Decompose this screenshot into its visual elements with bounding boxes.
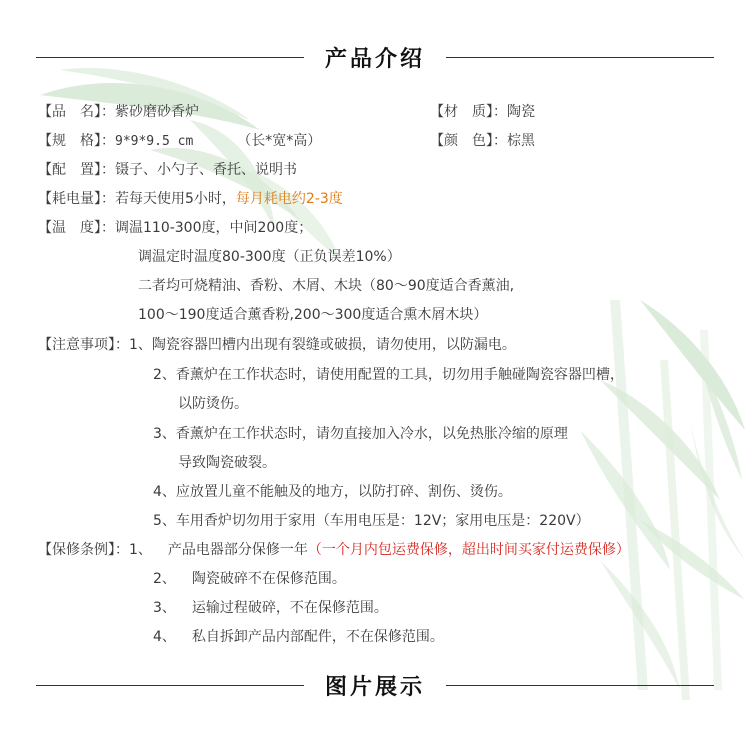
spec-color-row <box>430 131 535 151</box>
spec-power-label: 【耗电量】： <box>38 191 115 207</box>
spec-temp-label: 【温 度】： <box>38 220 115 236</box>
warranty-row-4 <box>153 627 444 647</box>
warranty-num-1: 1、 <box>129 542 152 558</box>
spec-power-row <box>38 189 343 209</box>
spec-config-row <box>38 160 297 180</box>
divider-right <box>446 57 714 58</box>
warranty-num-4: 4、 <box>153 629 176 645</box>
spec-power-value: 若每天使用5小时， <box>115 191 236 207</box>
notes-line-4: 3、香薰炉在工作状态时，请勿直接加入冷水，以免热胀冷缩的原理 <box>153 426 568 442</box>
spec-color-label: 【颜 色】： <box>430 133 507 149</box>
spec-temp-line-2: 调温定时温度80-300度（正负误差10%） <box>138 249 401 265</box>
spec-size-label: 【规 格】： <box>38 133 115 149</box>
spec-name-label: 【品 名】： <box>38 104 115 120</box>
spec-temp-row <box>38 218 312 238</box>
warranty-highlight-1: （一个月内包运费保修，超出时间买家付运费保修） <box>307 542 630 558</box>
warranty-row-1 <box>38 540 630 560</box>
warranty-row-3 <box>153 598 388 618</box>
spec-size-row <box>38 131 321 152</box>
spec-size-note: （长*宽*高） <box>237 133 322 149</box>
spec-config-label: 【配 置】： <box>38 162 115 178</box>
spec-color-value: 棕黑 <box>507 133 535 149</box>
section-header <box>0 42 750 72</box>
warranty-label: 【保修条例】： <box>38 542 129 558</box>
divider-left <box>36 685 304 686</box>
notes-line-3: 以防烫伤。 <box>178 396 248 412</box>
warranty-text-4: 私自拆卸产品内部配件，不在保修范围。 <box>191 629 444 645</box>
warranty-text-1: 产品电器部分保修一年 <box>167 542 308 558</box>
warranty-text-3: 运输过程破碎，不在保修范围。 <box>191 600 388 616</box>
notes-line-5: 导致陶瓷破裂。 <box>178 455 276 471</box>
notes-line-2: 2、香薰炉在工作状态时，请使用配置的工具，切勿用手触碰陶瓷容器凹槽， <box>153 367 624 383</box>
notes-line-7: 5、车用香炉切勿用于家用（车用电压是：12V；家用电压是：220V） <box>153 513 590 529</box>
warranty-row-2 <box>153 569 346 589</box>
spec-power-highlight: 每月耗电约2-3度 <box>235 191 343 207</box>
section-footer <box>0 670 750 700</box>
section-title-gallery: 图片展示 <box>324 674 425 700</box>
warranty-text-2: 陶瓷破碎不在保修范围。 <box>191 571 346 587</box>
spec-material-row <box>430 102 535 122</box>
spec-name-value: 紫砂磨砂香炉 <box>115 104 199 120</box>
spec-size-value: 9*9*9.5 cm <box>115 134 194 149</box>
notes-line-1: 1、陶瓷容器凹槽内出现有裂缝或破损，请勿使用，以防漏电。 <box>129 337 516 353</box>
spec-material-value: 陶瓷 <box>507 104 535 120</box>
warranty-num-3: 3、 <box>153 600 176 616</box>
divider-right <box>446 685 714 686</box>
divider-left <box>36 57 304 58</box>
spec-temp-line-3: 二者均可烧精油、香粉、木屑、木块（80～90度适合香薰油, <box>138 278 515 294</box>
notes-line-6: 4、应放置儿童不能触及的地方，以防打碎、割伤、烫伤。 <box>153 484 512 500</box>
section-title-product-intro: 产品介绍 <box>324 46 425 72</box>
spec-config-value: 镊子、小勺子、香托、说明书 <box>115 162 297 178</box>
spec-name-row <box>38 102 199 122</box>
spec-temp-line-4: 100～190度适合薰香粉,200～300度适合熏木屑木块） <box>138 307 488 323</box>
notes-label: 【注意事项】： <box>38 337 129 353</box>
notes-row-1 <box>38 335 516 355</box>
warranty-num-2: 2、 <box>153 571 176 587</box>
spec-material-label: 【材 质】： <box>430 104 507 120</box>
spec-temp-line-1: 调温110-300度，中间200度； <box>115 220 313 236</box>
